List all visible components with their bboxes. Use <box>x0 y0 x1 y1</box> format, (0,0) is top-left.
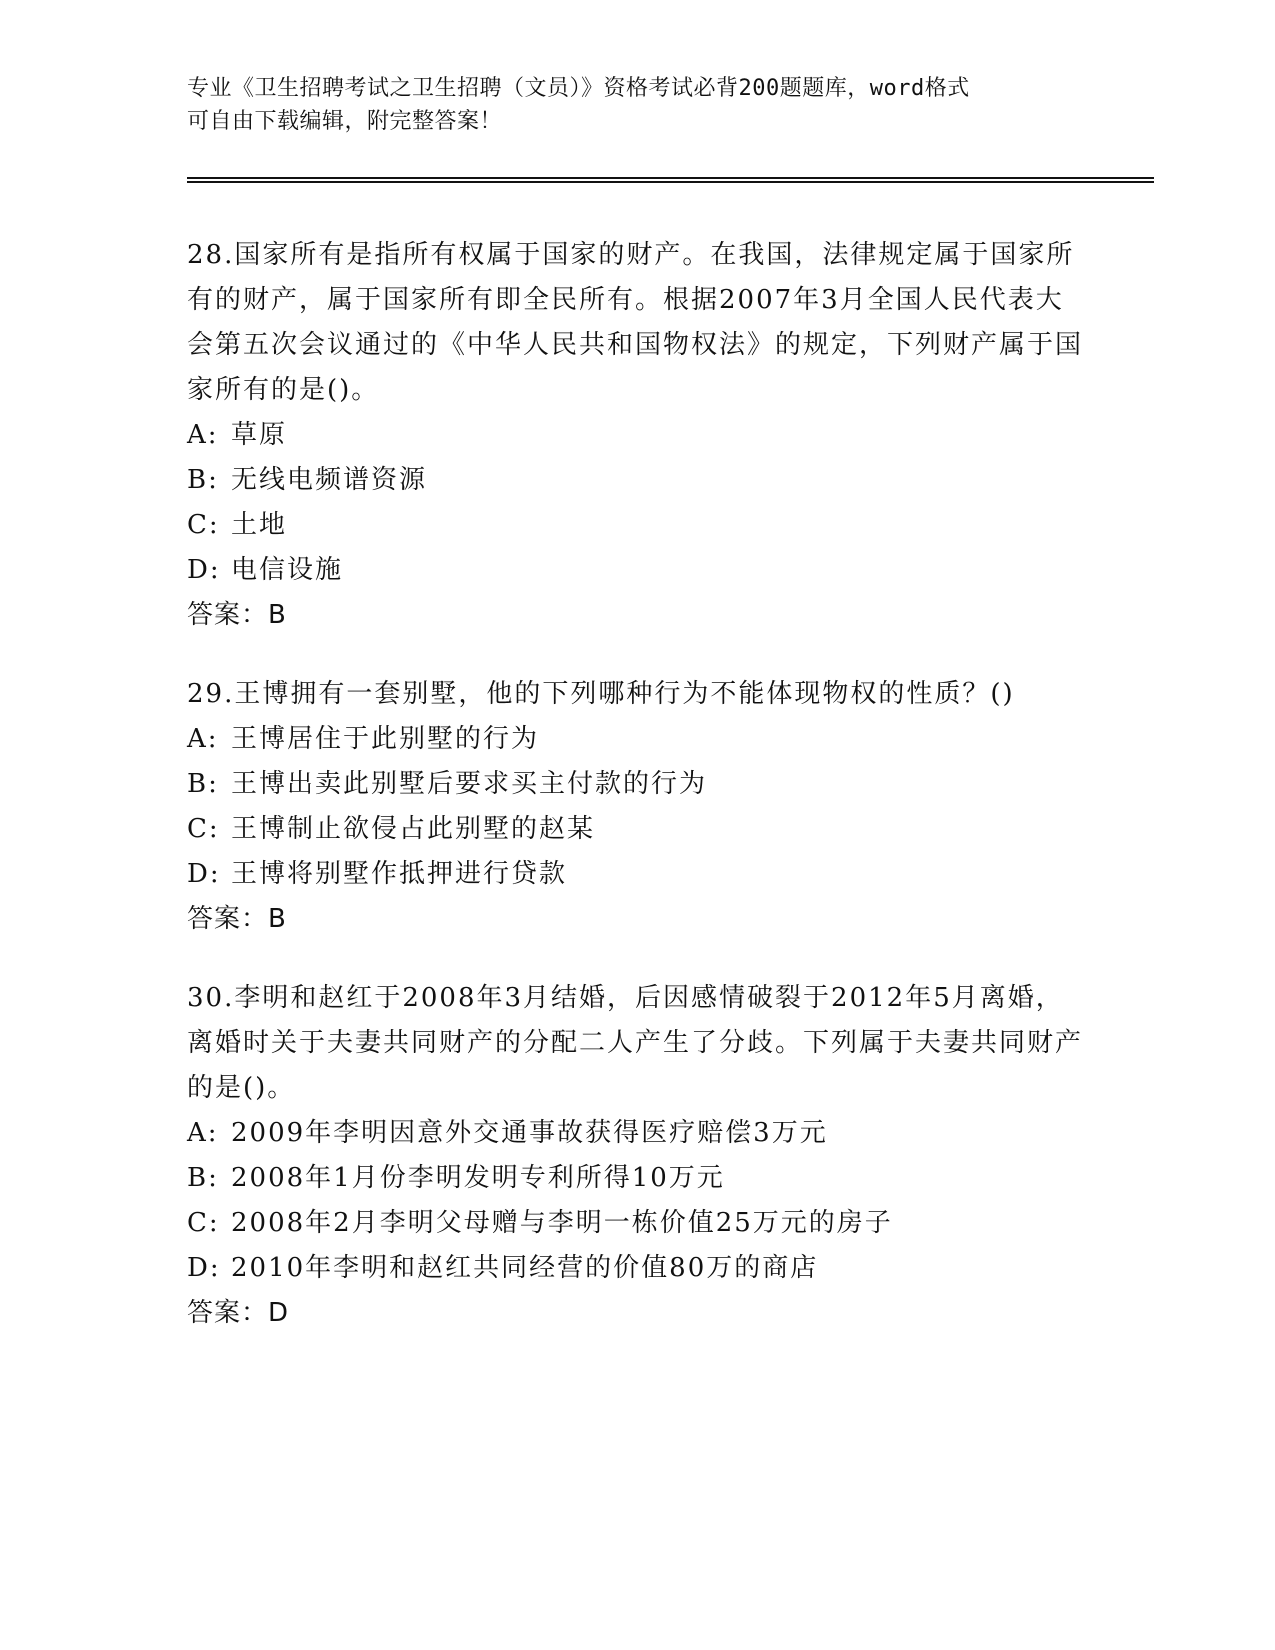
option-key: D: <box>187 1253 221 1283</box>
option-a <box>187 1111 1087 1156</box>
option-b <box>187 762 1087 807</box>
option-text: 草原 <box>231 420 288 450</box>
option-key: D: <box>187 859 221 889</box>
option-d <box>187 852 1087 897</box>
option-text: 王博居住于此别墅的行为 <box>231 724 540 754</box>
option-key: C: <box>187 1208 220 1238</box>
option-text: 无线电频谱资源 <box>231 465 428 495</box>
option-key: A: <box>187 1118 219 1148</box>
option-b <box>187 458 1087 503</box>
header-line-1: 专业《卫生招聘考试之卫生招聘（文员）》资格考试必背200题题库，word格式 <box>187 76 970 101</box>
option-c <box>187 1201 1087 1246</box>
document-header <box>187 72 1087 138</box>
option-a <box>187 413 1087 458</box>
question-28 <box>187 233 1087 638</box>
answer-line: 答案：B <box>187 600 287 630</box>
option-d <box>187 548 1087 593</box>
question-text: 29.王博拥有一套别墅，他的下列哪种行为不能体现物权的性质？() <box>187 679 1015 709</box>
option-key: C: <box>187 510 220 540</box>
header-divider <box>187 177 1154 182</box>
option-text: 2008年2月李明父母赠与李明一栋价值25万元的房子 <box>231 1208 893 1238</box>
question-29 <box>187 672 1087 942</box>
option-b <box>187 1156 1087 1201</box>
option-text: 2008年1月份李明发明专利所得10万元 <box>231 1163 725 1193</box>
answer-line: 答案：B <box>187 904 287 934</box>
option-key: A: <box>187 420 219 450</box>
option-key: D: <box>187 555 221 585</box>
question-text: 30.李明和赵红于2008年3月结婚，后因感情破裂于2012年5月离婚，离婚时关于夫妻共同财产的分配二人产生了分歧。下列属于夫妻共同财产的是()。 <box>187 983 1084 1103</box>
option-d <box>187 1246 1087 1291</box>
option-text: 王博将别墅作抵押进行贷款 <box>231 859 568 889</box>
question-30 <box>187 976 1087 1336</box>
header-line-2: 可自由下载编辑，附完整答案！ <box>187 109 503 134</box>
option-text: 2010年李明和赵红共同经营的价值80万的商店 <box>231 1253 819 1283</box>
question-list <box>187 233 1087 1370</box>
option-key: B: <box>187 465 219 495</box>
option-key: A: <box>187 724 219 754</box>
option-text: 王博制止欲侵占此别墅的赵某 <box>231 814 596 844</box>
option-key: C: <box>187 814 220 844</box>
option-text: 2009年李明因意外交通事故获得医疗赔偿3万元 <box>231 1118 828 1148</box>
option-key: B: <box>187 769 219 799</box>
option-text: 王博出卖此别墅后要求买主付款的行为 <box>231 769 708 799</box>
option-a <box>187 717 1087 762</box>
option-c <box>187 503 1087 548</box>
option-c <box>187 807 1087 852</box>
question-text: 28.国家所有是指所有权属于国家的财产。在我国，法律规定属于国家所有的财产，属于国家所有即全民所有。根据2007年3月全国人民代表大会第五次会议通过的《中华人民共和国物权法》的规定，下列财产属于国家所有的是()。 <box>187 240 1084 405</box>
option-text: 电信设施 <box>231 555 344 585</box>
answer-line: 答案：D <box>187 1298 290 1328</box>
option-text: 土地 <box>231 510 288 540</box>
option-key: B: <box>187 1163 219 1193</box>
